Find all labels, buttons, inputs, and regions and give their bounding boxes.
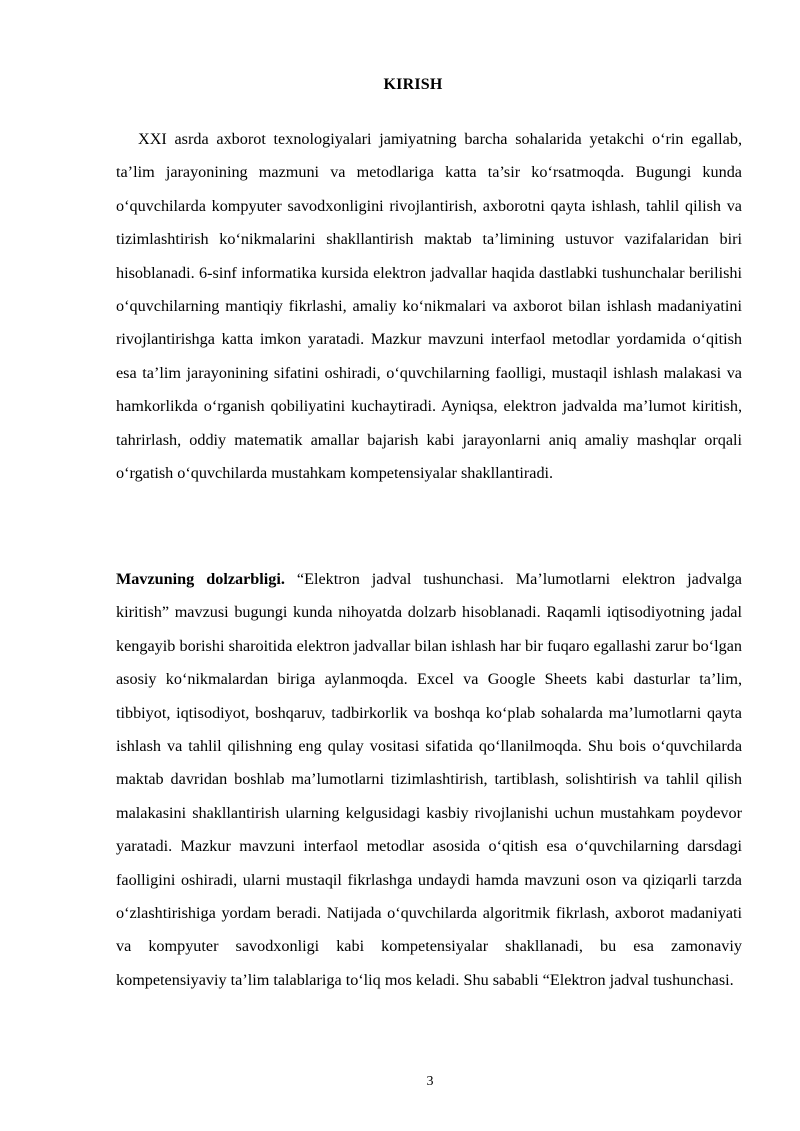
page-number: 3 xyxy=(426,1074,434,1089)
relevance-text: “Elektron jadval tushunchasi. Ma’lumotlarni elektron jadvalga kiritish” mavzusi bugungi kunda nihoyatda dolzarb hisoblanadi. Raqamli iqtisodiyotning jadal kengayib borishi sharoitida elektron jadvallar bilan ishlash har bir fuqaro egallashi zarur bo‘lgan asosiy ko‘nikmalardan biriga aylanmoqda. Excel va Google Sheets kabi dasturlar ta’lim, tibbiyot, iqtisodiyot, boshqaruv, tadbirkorlik va boshqa ko‘plab sohalarda ma’lumotlarni qayta ishlash va tahlil qilishning eng qulay vositasi sifatida qo‘llanilmoqda. Shu bois o‘quvchilarda maktab davridan boshlab ma’lumotlarni tizimlashtirish, tartiblash, solishtirish va tahlil qilish malakasini shakllantirish ularning kelgusidagi kasbiy rivojlanishi uchun mustahkam poydevor yaratadi. Mazkur mavzuni interfaol metodlar asosida o‘qitish esa o‘quvchilarning darsdagi faolligini oshiradi, ularni mustaqil fikrlashga undaydi hamda mavzuni oson va qiziqarli tarzda o‘zlashtirishiga yordam beradi. Natijada o‘quvchilarda algoritmik fikrlash, axborot madaniyati va kompyuter savodxonligi kabi kompetensiyalar shakllanadi, bu esa zamonaviy kompetensiyaviy ta’lim talablariga to‘liq mos keladi. Shu sababli “Elektron jadval tushunchasi. xyxy=(116,570,742,989)
relevance-paragraph xyxy=(116,563,742,997)
relevance-heading: Mavzuning dolzarbligi. xyxy=(116,570,285,588)
page-title: KIRISH xyxy=(383,76,443,93)
intro-paragraph: XXI asrda axborot texnologiyalari jamiyatning barcha sohalarida yetakchi o‘rin egallab, ta’lim jarayonining mazmuni va metodlariga katta ta’sir ko‘rsatmoqda. Bugungi kunda o‘quvchilarda kompyuter savodxonligini rivojlantirish, axborotni qayta ishlash, tahlil qilish va tizimlashtirish ko‘nikmalarini shakllantirish maktab ta’limining ustuvor vazifalaridan biri hisoblanadi. 6-sinf informatika kursida elektron jadvallar haqida dastlabki tushunchalar berilishi o‘quvchilarning mantiqiy fikrlashi, amaliy ko‘nikmalari va axborot bilan ishlash madaniyatini rivojlantirishga katta imkon yaratadi. Mazkur mavzuni interfaol metodlar yordamida o‘qitish esa ta’lim jarayonining sifatini oshiradi, o‘quvchilarning faolligi, mustaqil ishlash malakasi va hamkorlikda o‘rganish qobiliyatini kuchaytiradi. Ayniqsa, elektron jadvalda ma’lumot kiritish, tahrirlash, oddiy matematik amallar bajarish kabi jarayonlarni aniq amaliy mashqlar orqali o‘rgatish o‘quvchilarda mustahkam kompetensiyalar shakllantiradi. xyxy=(116,130,742,483)
